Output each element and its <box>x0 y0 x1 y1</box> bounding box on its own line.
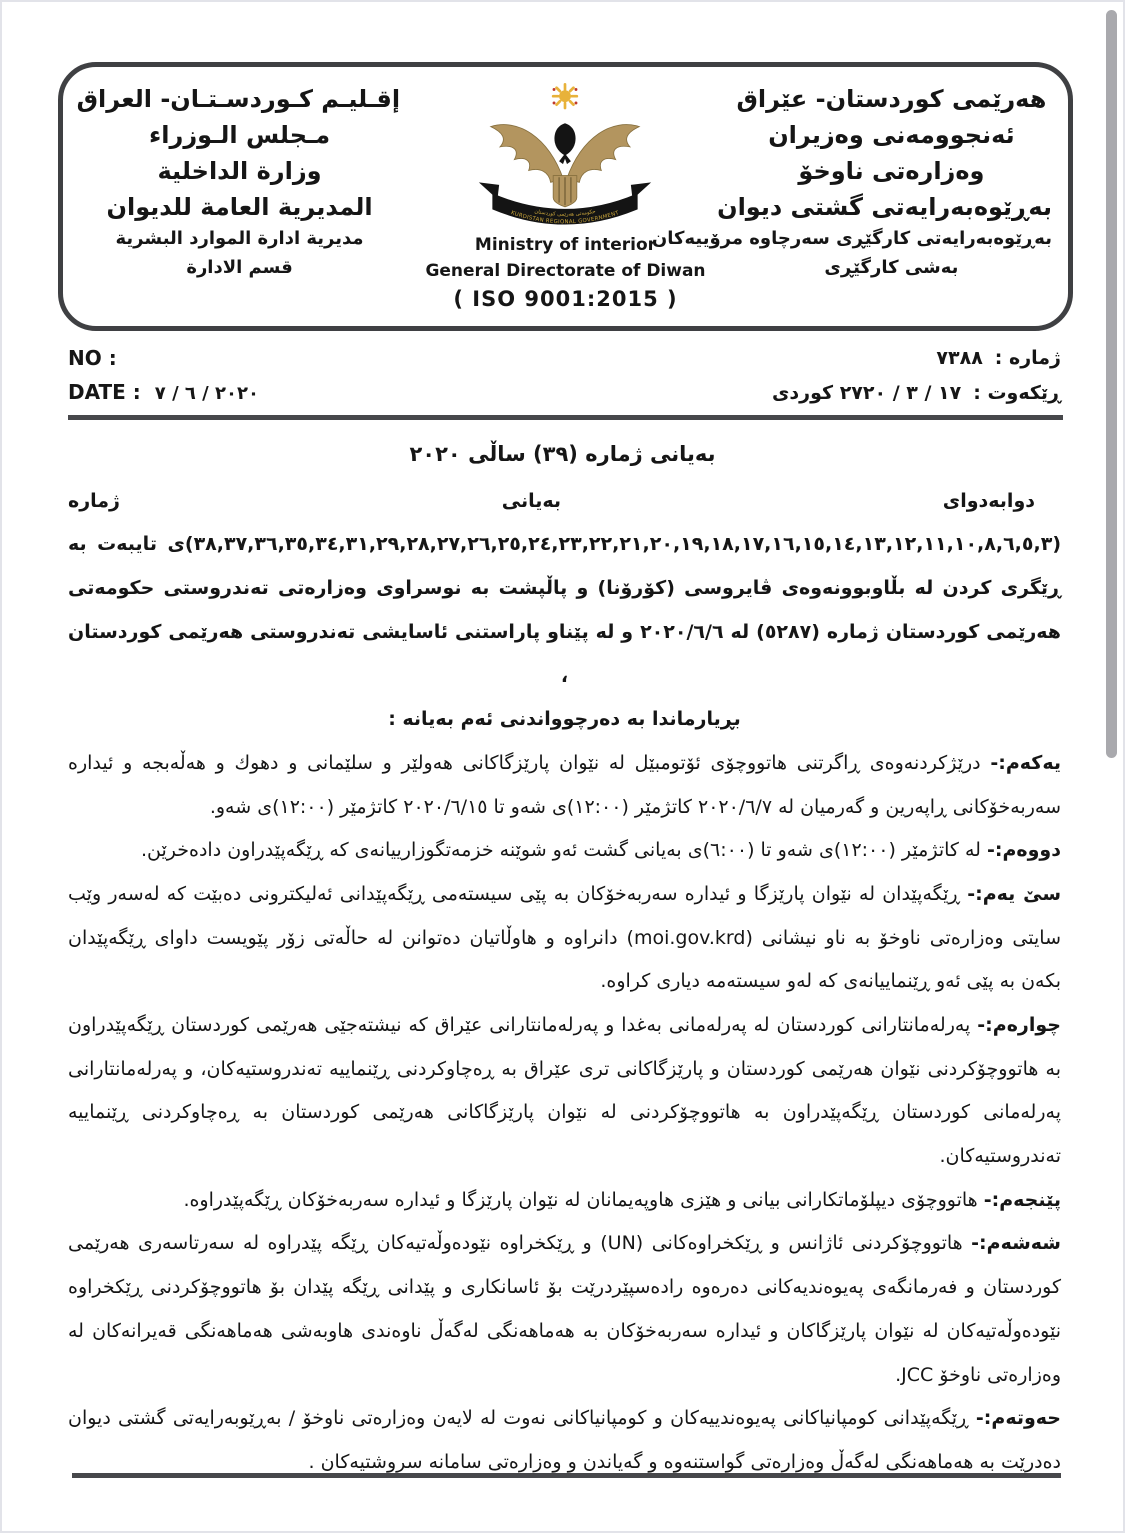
directorate-name-english: General Directorate of Diwan <box>425 260 706 281</box>
decree-item-term: دووەم:- <box>987 839 1061 862</box>
kurdish-meta-block <box>772 341 1061 411</box>
date-field <box>68 375 259 410</box>
krg-eagle-emblem-logo <box>467 81 663 233</box>
number-value: ٧٣٨٨ <box>936 346 983 369</box>
decree-item-4 <box>68 1004 1061 1179</box>
letterhead-arabic-line: مـجلس الـوزراء <box>149 121 331 149</box>
ribbon-text-english: KURDISTAN REGIONAL GOVERNMENT <box>510 210 621 226</box>
letterhead-kurdish-line: وەزارەتی ناوخۆ <box>798 157 985 185</box>
sun-icon <box>553 84 578 108</box>
letterhead-kurdish-line: بەڕێوەبەرایەتی گشتی دیوان <box>717 193 1052 221</box>
decree-item-text: لە کاتژمێر (١٢:٠٠)ی شەو تا (٦:٠٠)ی بەیانی گشت ئەو شوێنە خزمەتگوزارییانەی کە ڕێگەپێدراون دادەخرێن. <box>140 839 981 862</box>
ribbon-text-kurdish: حكومەتی هەرێمی كوردستان <box>534 208 597 218</box>
letterhead-center <box>400 81 731 316</box>
intro-paragraph: دوابەدوای بەیانی ژماره (٣٨,٣٧,٣٦,٣٥,٣٤,٣١,٢٩,٢٨,٢٧,٢٦,٢٥,٢٤,٢٣,٢٢,٢١,٢٠,١٩,١٨,١٧,١٦,١٥,١٤,١٣,١٢,١١,١٠,٨,٦,٥,٣)ی تایبەت بە ڕێگری کردن لە بڵاوبوونەوەی ڤایروسی (کۆرۆنا) و پاڵپشت بە نوسراوی وەزارەتی تەندروستی حکومەتی هەرێمی کوردستان ژماره (٥٢٨٧) لە ٢٠٢٠/٦/٦ و لە پێناو پاراستنی ئاسایشی تەندروستی هەرێمی کوردستان ، <box>68 489 1061 687</box>
footer-divider <box>72 1473 1061 1478</box>
decree-item-5 <box>68 1179 1061 1223</box>
header-divider <box>68 415 1063 420</box>
page-title: بەیانی ژماره (٣٩) ساڵی ٢٠٢٠ <box>409 441 716 466</box>
decree-item-term: چوارەم:- <box>977 1014 1061 1037</box>
decree-item-7 <box>68 1397 1061 1484</box>
decree-body <box>68 480 1061 1485</box>
letterhead-kurdish-line: بەڕێوەبەرایەتی کارگێڕی سەرچاوە مرۆییەکان <box>651 228 1052 249</box>
decree-item-3 <box>68 873 1061 1004</box>
iso-certification: ( ISO 9001:2015 ) <box>453 287 678 311</box>
decree-item-text: درێژکردنەوەی ڕاگرتنی هاتووچۆی ئۆتومبێل لە نێوان پارێزگاکانی هەولێر و سلێمانی و دهوك و هەڵەبجە و ئیدارە سەربەخۆکانی ڕاپەرین و گەرمیان لە ٢٠٢٠/٦/٧ کاتژمێر (١٢:٠٠)ی شەو تا ٢٠٢٠/٦/١٥ کاتژمێر (١٢:٠٠)ی شەو. <box>68 751 1061 818</box>
decree-item-1 <box>68 742 1061 829</box>
decree-item-text: ڕێگەپێدان لە نێوان پارێزگا و ئیدارە سەربەخۆکان بە پێی سیستەمی ڕێگەپێدانی ئەلیکترونی دەبێت کە لەسەر وێب سایتی وەزارەتی ناوخۆ بە ناو نیشانی (moi.gov.krd) دانراوە و هاوڵاتیان دەتوانن لە حاڵەتی زۆر پێویست داوای ڕێگەپێدان بکەن بە پێی ئەو ڕێنماییانەی کە لەو سیستەمە دیاری کراوە. <box>68 882 1061 993</box>
date-label: DATE : <box>68 379 141 404</box>
letterhead-kurdish-column <box>651 81 1052 283</box>
decree-item-term: سێ یەم:- <box>967 882 1062 905</box>
meta-row <box>68 341 1061 411</box>
kurdish-date-label: ڕێکەوت : <box>973 381 1061 404</box>
decree-item-text: پەرلەمانتارانی کوردستان لە پەرلەمانی بەغدا و پەرلەمانتارانی عێراق کە نیشتەجێی هەرێمی کوردستان ڕێگەپێدراون بە هاتووچۆکردنی نێوان هەرێمی کوردستان و پارێزگاکانی تری عێراق بە ڕەچاوکردنی ڕێنماییە تەندروستیەکان، و پەرلەمانتارانی پەرلەمانی کوردستان ڕێگەپێدراون بە هاتووچۆکردنی لە نێوان پارێزگاکانی هەرێمی کوردستان بە ڕەچاوکردنی ڕێنماییە تەندروستیەکان. <box>68 1014 1061 1168</box>
decree-item-text: هاتووچۆکردنی ئاژانس و ڕێکخراوەکانی (UN) و ڕێکخراوە نێودەوڵەتیەکان ڕێگە پێدراوە لە سەرتاسەری هەرێمی کوردستان و فەرمانگەی پەیوەندیەکانی دەرەوە رادەسپێردرێت بۆ ئاسانکاری و پێدانی ڕێگە پێدان بۆ هاتووچۆکردنی ڕێکخراوە نێودەوڵەتیەکان لە نێوان پارێزگاکان و ئیدارە سەربەخۆکان بە هەماهەنگی لەگەڵ ناوەندی هاوبەشی هەماهەنگی قەیرانەکان لە وەزارەتی ناوخۆ JCC. <box>68 1232 1061 1386</box>
letterhead-kurdish-line: هەرێمی کوردستان- عێراق <box>736 85 1047 113</box>
decree-item-term: پێنجەم:- <box>983 1188 1061 1211</box>
letterhead-box <box>58 62 1073 331</box>
no-field <box>68 341 259 375</box>
letterhead-arabic-line: مديرية ادارة الموارد البشرية <box>115 228 364 249</box>
no-label: NO : <box>68 345 117 370</box>
number-field <box>772 341 1061 376</box>
letterhead-kurdish-line: ئەنجوومەنی وەزیران <box>768 121 1015 149</box>
letterhead-kurdish-line: بەشی کارگێڕی <box>824 256 959 278</box>
decree-item-term: یەکەم:- <box>990 751 1061 774</box>
decree-item-text: هاتووچۆی دیپلۆماتکارانی بیانی و هێزی هاوپەیمانان لە نێوان پارێزگا و ئیدارە سەربەخۆکان ڕێگەپێدراوە. <box>183 1188 978 1211</box>
letterhead-arabic-line: المديرية العامة للديوان <box>106 193 373 221</box>
decision-line: بڕیارماندا بە دەرچوواندنی ئەم بەیانە : <box>388 708 741 731</box>
letterhead-arabic-line: إقـليـم كـوردسـتـان- العراق <box>76 85 401 113</box>
vertical-scrollbar[interactable] <box>1106 10 1117 758</box>
kurdish-date-field <box>772 376 1061 411</box>
kurdish-date-value: ١٧ / ٣ / ٢٧٢٠ کوردی <box>772 381 962 404</box>
letterhead-arabic-line: وزارة الداخلية <box>157 157 322 185</box>
decree-item-2 <box>68 829 1061 873</box>
letterhead-arabic-line: قسم الادارة <box>186 256 293 278</box>
decree-item-term: شەشەم:- <box>971 1232 1061 1255</box>
decree-item-term: حەوتەم:- <box>975 1407 1061 1430</box>
latin-meta-block <box>68 341 259 411</box>
decree-item-text: ڕێگەپێدانی کومپانیاکانی پەیوەندییەکان و کومپانیاکانی نەوت لە لایەن وەزارەتی ناوخۆ / بەڕێوبەرایەتی گشتی دیوان دەدرێت بە هەماهەنگی لەگەڵ وەزارەتی گواستنەوە و گەیاندن و وەزارەتی سامانە سروشتیەکان . <box>68 1407 1061 1473</box>
ministry-name-english: Ministry of interior <box>474 235 657 255</box>
letterhead-arabic-column <box>76 81 401 283</box>
date-value: ٢٠٢٠ / ٦ / ٧ <box>154 382 259 404</box>
number-label: ژماره : <box>994 346 1061 369</box>
decree-item-6 <box>68 1222 1061 1397</box>
